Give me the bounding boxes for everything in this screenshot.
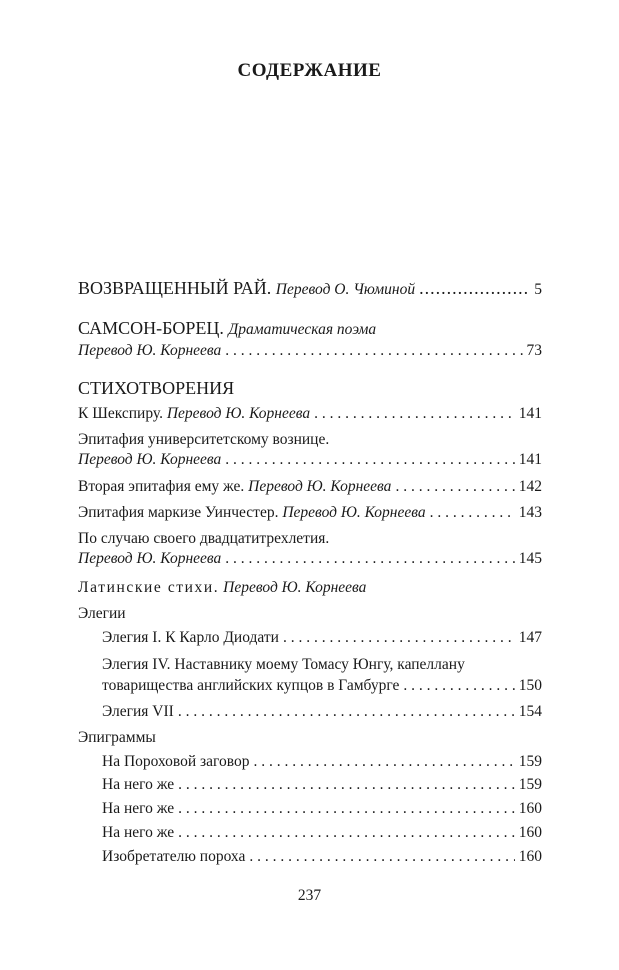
entry-title: ВОЗВРАЩЕННЫЙ РАЙ.	[78, 278, 272, 298]
dot-leader	[283, 629, 515, 647]
dot-leader	[419, 278, 530, 299]
toc-entry-epitaph1-title[interactable]	[78, 431, 329, 449]
toc-entry-epigram2[interactable]	[102, 776, 542, 794]
dot-leader	[225, 550, 514, 568]
dot-leader	[225, 451, 514, 469]
dot-leader	[178, 776, 515, 794]
toc-entry-epigram1[interactable]	[102, 753, 542, 771]
toc-entry-shakespeare[interactable]	[78, 405, 542, 423]
entry-title: САМСОН-БОРЕЦ.	[78, 318, 224, 338]
dot-leader	[178, 703, 515, 721]
entry-title: Элегия IV. Наставнику моему Томасу Юнгу, капеллану	[102, 656, 465, 673]
dot-leader	[249, 848, 514, 866]
toc-entry-elegy7[interactable]	[102, 703, 542, 721]
entry-page: 150	[518, 677, 542, 694]
entry-page: 145	[518, 550, 542, 567]
toc-entry-birthday-title[interactable]	[78, 530, 329, 548]
entry-translator: Перевод Ю. Корнеева	[78, 451, 222, 468]
toc-entry-epitaph3[interactable]	[78, 504, 542, 522]
entry-page: 160	[518, 848, 542, 865]
entry-title-cont: товарищества английских купцов в Гамбурге	[102, 677, 400, 694]
entry-translator: Перевод Ю. Корнеева	[248, 478, 392, 495]
entry-title: Вторая эпитафия ему же.	[78, 478, 245, 495]
dot-leader	[314, 405, 515, 423]
dot-leader	[178, 800, 515, 818]
entry-page: 73	[526, 342, 542, 359]
entry-translator: Перевод Ю. Корнеева	[78, 342, 222, 359]
subsection-heading-elegies: Элегии	[78, 605, 126, 622]
entry-page: 142	[518, 478, 542, 495]
page-number: 237	[297, 887, 322, 904]
toc-entry-elegy4-title[interactable]	[102, 656, 465, 674]
dot-leader	[403, 677, 514, 695]
entry-title: Изобретателю пороха	[102, 848, 246, 865]
entry-translator: Перевод Ю. Корнеева	[78, 550, 222, 567]
entry-page: 160	[518, 824, 542, 841]
entry-page: 5	[534, 281, 542, 298]
toc-entry-epigram3[interactable]	[102, 800, 542, 818]
dot-leader	[395, 478, 514, 496]
toc-entry-epigram4[interactable]	[102, 824, 542, 842]
toc-entry-elegy1[interactable]	[102, 629, 542, 647]
entry-title: Элегия VII	[102, 703, 174, 720]
dot-leader	[178, 824, 515, 842]
toc-entry-samson[interactable]	[78, 342, 542, 360]
entry-title: На него же	[102, 776, 175, 793]
toc-entry-birthday[interactable]	[78, 550, 542, 568]
section-title: Латинские стихи.	[78, 579, 220, 596]
entry-page: 147	[518, 629, 542, 646]
entry-title: По случаю своего двадцатитрехлетия.	[78, 530, 330, 547]
section-heading-poems: СТИХОТВОРЕНИЯ	[78, 378, 235, 398]
entry-page: 143	[518, 504, 542, 521]
entry-page: 154	[518, 703, 542, 720]
entry-title: На Пороховой заговор	[102, 753, 250, 770]
dot-leader	[430, 504, 515, 522]
subsection-heading-epigrams: Эпиграммы	[78, 729, 156, 746]
entry-title: Элегия I. К Карло Диодати	[102, 629, 279, 646]
entry-page: 141	[518, 451, 542, 468]
entry-title: К Шекспиру.	[78, 405, 163, 422]
toc-entry-epitaph1[interactable]	[78, 451, 542, 469]
entry-translator: Перевод Ю. Корнеева	[166, 405, 311, 422]
entry-page: 159	[518, 776, 542, 793]
toc-entry-epitaph2[interactable]	[78, 478, 542, 496]
dot-leader	[254, 753, 515, 771]
entry-subtitle: Драматическая поэма	[228, 321, 377, 338]
entry-translator: Перевод О. Чюминой	[275, 281, 416, 298]
entry-page: 160	[518, 800, 542, 817]
toc-entry-samson-title[interactable]	[78, 318, 376, 339]
toc-entry-elegy4[interactable]	[102, 677, 542, 695]
toc-entry-paradise[interactable]	[78, 278, 542, 299]
entry-translator: Перевод Ю. Корнеева	[223, 579, 367, 596]
entry-title: Эпитафия университетскому вознице.	[78, 431, 330, 448]
entry-page: 159	[518, 753, 542, 770]
entry-title: Эпитафия маркизе Уинчестер.	[78, 504, 279, 521]
dot-leader	[225, 342, 522, 360]
entry-title: На него же	[102, 800, 175, 817]
entry-translator: Перевод Ю. Корнеева	[282, 504, 426, 521]
page-title: СОДЕРЖАНИЕ	[237, 60, 382, 81]
toc-entry-epigram5[interactable]	[102, 848, 542, 866]
entry-title: На него же	[102, 824, 175, 841]
entry-page: 141	[518, 405, 542, 422]
section-heading-latin	[78, 579, 366, 597]
